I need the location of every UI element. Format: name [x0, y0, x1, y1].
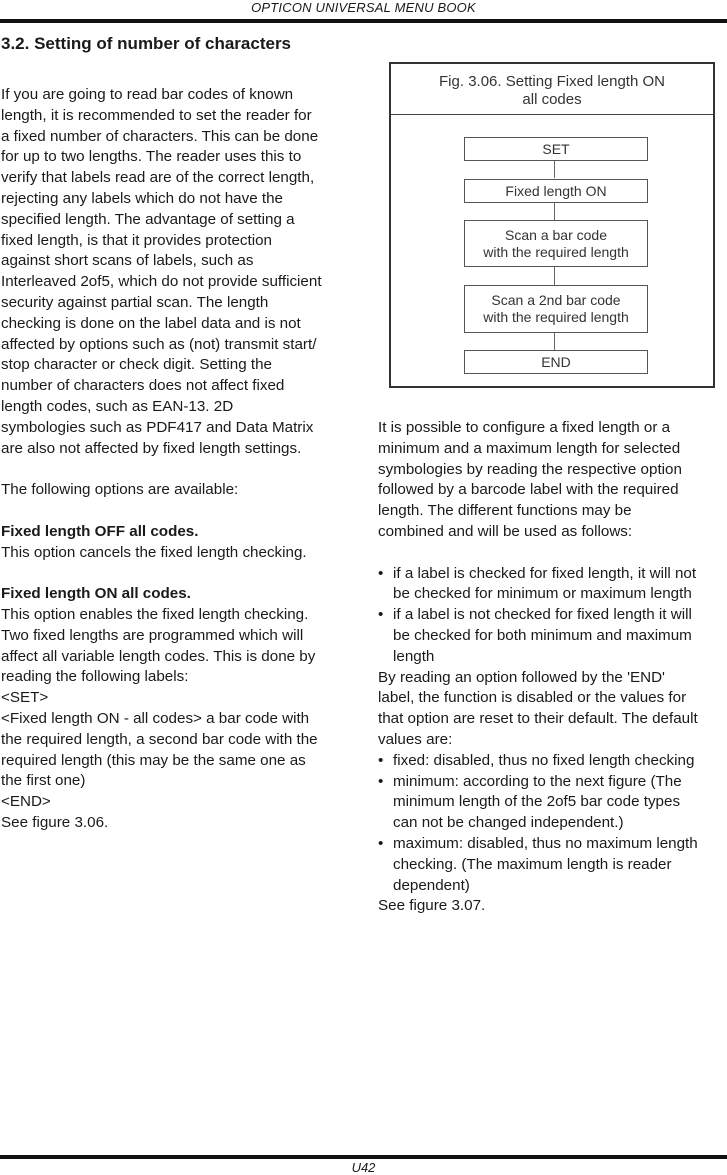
text-line: reading the following labels:	[1, 668, 189, 686]
text-line: length, it is recommended to set the reader for	[1, 106, 312, 124]
bullet-marker: •	[378, 606, 384, 624]
text-line: <END>	[1, 793, 51, 811]
text-line: required length (this may be the same one as	[1, 751, 306, 769]
text-line: the required length, a second bar code with the	[1, 730, 318, 748]
text-line: It is possible to configure a fixed length or a	[378, 419, 671, 436]
text-line: maximum: disabled, thus no maximum length	[393, 834, 698, 852]
paragraph-gap	[378, 543, 727, 564]
flow-connector	[554, 266, 555, 285]
text-line: if a label is checked for fixed length, it will not	[393, 564, 697, 582]
fixed-length-on-heading: Fixed length ON all codes.	[1, 585, 191, 603]
figure-caption	[391, 64, 713, 115]
bullet-marker: •	[378, 772, 384, 790]
text-line: combined and will be used as follows:	[378, 522, 633, 540]
text-line: <Fixed length ON - all codes> a bar code with	[1, 709, 310, 727]
text-line: affected by options such as (not) transmit start/	[1, 335, 317, 353]
options-intro: The following options are available:	[1, 481, 239, 499]
text-line: minimum length of the 2of5 bar code types	[393, 793, 681, 811]
section-title: 3.2. Setting of number of characters	[1, 34, 292, 53]
usage-rules-list	[378, 564, 727, 668]
text-line: be checked for minimum or maximum length	[393, 585, 692, 603]
flow-step-end	[464, 350, 648, 374]
page-number: U42	[351, 1160, 376, 1175]
figure-caption-line: Fig. 3.06. Setting Fixed length ON	[439, 73, 665, 90]
paragraph-gap	[1, 459, 347, 480]
right-column	[378, 418, 727, 917]
flow-step-fixed-length-on	[464, 179, 648, 203]
text-line: length codes, such as EAN-13. 2D	[1, 397, 234, 415]
text-line: stop character or check digit. Setting the	[1, 356, 272, 374]
text-line: affect all variable length codes. This is done by	[1, 647, 316, 665]
text-line: are also not affected by fixed length settings.	[1, 439, 302, 457]
bullet-marker: •	[378, 564, 384, 582]
flow-step-label: END	[541, 353, 571, 370]
running-header: OPTICON UNIVERSAL MENU BOOK	[251, 0, 476, 15]
list-item	[378, 772, 727, 834]
list-item	[378, 605, 727, 667]
header-rule	[0, 19, 727, 23]
text-line: can not be changed independent.)	[393, 814, 624, 832]
flow-step-label: with the required length	[483, 309, 629, 325]
text-line: the first one)	[1, 772, 86, 790]
flow-step-scan-bar-code	[464, 220, 648, 267]
text-line: checking is done on the label data and is not	[1, 314, 301, 332]
text-line: verify that labels read are of the correct length,	[1, 169, 315, 187]
flow-step-set	[464, 137, 648, 161]
text-line: against short scans of labels, such as	[1, 252, 254, 270]
list-item	[378, 564, 727, 606]
footer-rule	[0, 1155, 727, 1159]
text-line: fixed length, is that it provides protection	[1, 231, 272, 249]
text-line: a fixed number of characters. This can be done	[1, 127, 319, 145]
see-figure-reference: See figure 3.07.	[378, 897, 486, 915]
text-line: symbologies such as PDF417 and Data Matrix	[1, 418, 314, 436]
text-line: This option enables the fixed length checking.	[1, 605, 309, 623]
text-line: checking. (The maximum length is reader	[393, 855, 672, 873]
bullet-marker: •	[378, 751, 384, 769]
flow-step-scan-2nd-bar-code	[464, 285, 648, 333]
text-line: dependent)	[393, 876, 470, 894]
flow-connector	[554, 202, 555, 220]
text-line: symbologies by reading the respective option	[378, 460, 682, 478]
text-line: Two fixed lengths are programmed which will	[1, 626, 304, 644]
text-line: specified length. The advantage of setting a	[1, 210, 295, 228]
text-line: length. The different functions may be	[378, 502, 632, 520]
fixed-length-off-heading: Fixed length OFF all codes.	[1, 522, 199, 540]
bullet-marker: •	[378, 834, 384, 852]
flow-step-label: SET	[542, 140, 570, 157]
text-line: values are:	[378, 730, 453, 748]
flow-connector	[554, 160, 555, 178]
text-line: followed by a barcode label with the required	[378, 481, 679, 499]
figure-3-06	[389, 62, 715, 388]
left-column	[1, 85, 347, 834]
text-line: minimum: according to the next figure (The	[393, 772, 682, 790]
text-line: <SET>	[1, 689, 49, 707]
text-line: if a label is not checked for fixed length it will	[393, 606, 692, 624]
text-line: for up to two lengths. The reader uses this to	[1, 148, 302, 166]
text-line: Interleaved 2of5, which do not provide sufficient	[1, 273, 322, 291]
text-line: By reading an option followed by the 'END'	[378, 668, 665, 686]
defaults-paragraph	[378, 668, 727, 751]
text-line: fixed: disabled, thus no fixed length checking	[393, 751, 695, 769]
list-item	[378, 834, 727, 896]
figure-caption-line: all codes	[522, 91, 582, 108]
flow-step-label: Fixed length ON	[505, 182, 607, 199]
text-line: number of characters does not affect fixed	[1, 377, 285, 395]
list-item	[378, 751, 727, 772]
paragraph-gap	[1, 501, 347, 522]
fixed-length-off-text: This option cancels the fixed length checking.	[1, 543, 307, 561]
text-line: rejecting any labels which do not have the	[1, 189, 283, 207]
text-line: If you are going to read bar codes of known	[1, 86, 294, 103]
flow-step-label: with the required length	[483, 243, 629, 260]
text-line: be checked for both minimum and maximum	[393, 626, 692, 644]
text-line: security against partial scan. The length	[1, 293, 269, 311]
flow-connector	[554, 332, 555, 350]
paragraph-gap	[1, 563, 347, 584]
fixed-length-on-paragraph	[1, 605, 347, 834]
text-line: label, the function is disabled or the values for	[378, 689, 687, 707]
default-values-list	[378, 751, 727, 897]
config-intro-paragraph	[378, 418, 727, 543]
text-line: length	[393, 647, 435, 665]
text-line: See figure 3.06.	[1, 813, 109, 831]
flow-step-label: Scan a bar code	[505, 226, 607, 243]
text-line: that option are reset to their default. The default	[378, 710, 698, 728]
flow-step-label: Scan a 2nd bar code	[491, 292, 621, 308]
intro-paragraph	[1, 85, 347, 459]
text-line: minimum and a maximum length for selected	[378, 439, 681, 457]
